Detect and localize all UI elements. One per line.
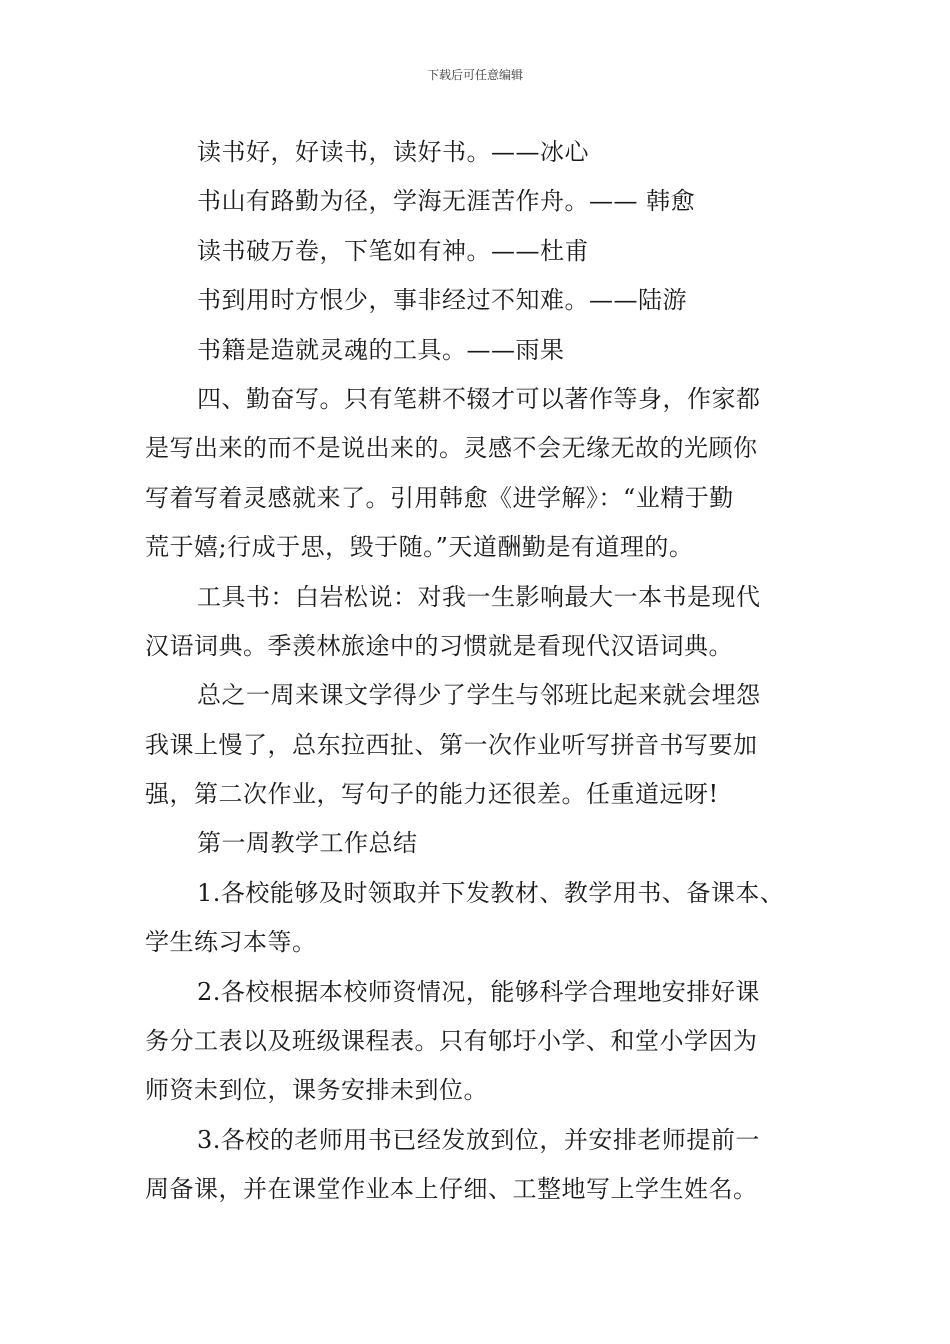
text-line: 汉语词典。季羡林旅途中的习惯就是看现代汉语词典。 (145, 631, 733, 660)
text-line: 强，第二次作业，写句子的能力还很差。任重道远呀! (145, 780, 719, 809)
text-line: 读书好，好读书，读好书。——冰心 (197, 138, 589, 166)
text-line: 书到用时方恨少，事非经过不知难。——陆游 (197, 286, 687, 315)
text-line: 读书破万卷，下笔如有神。——杜甫 (197, 236, 589, 265)
text-line: 写着写着灵感就来了。引用韩愈《进学解》：“业精于勤 (145, 483, 734, 512)
text-line: 四、勤奋写。只有笔耕不辍才可以著作等身，作家都 (197, 384, 761, 413)
text-line: 荒于嬉;行成于思，毁于随。”天道酬勤是有道理的。 (145, 533, 694, 562)
text-line: 师资未到位，课务安排未到位。 (145, 1076, 488, 1105)
page-header: 下载后可任意编辑 (426, 68, 523, 82)
text-line: 3.各校的老师用书已经发放到位，并安排老师提前一 (197, 1125, 760, 1154)
text-line: 总之一周来课文学得少了学生与邻班比起来就会埋怨 (197, 681, 761, 710)
text-line: 工具书：白岩松说：对我一生影响最大一本书是现代 (197, 582, 761, 611)
text-line: 书籍是造就灵魂的工具。——雨果 (197, 335, 565, 364)
text-line: 我课上慢了，总东拉西扯、第一次作业听写拼音书写要加 (145, 730, 758, 759)
text-line: 书山有路勤为径，学海无涯苦作舟。—— 韩愈 (197, 187, 696, 216)
text-line: 务分工表以及班级课程表。只有郇圩小学、和堂小学因为 (145, 1027, 758, 1056)
text-line: 1.各校能够及时领取并下发教材、教学用书、备课本、 (197, 878, 785, 907)
text-line: 第一周教学工作总结 (197, 829, 418, 858)
text-line: 是写出来的而不是说出来的。灵感不会无缘无故的光顾你 (145, 434, 758, 463)
text-line: 周备课，并在课堂作业本上仔细、工整地写上学生姓名。 (145, 1175, 758, 1204)
text-line: 学生练习本等。 (145, 928, 317, 957)
document-body (145, 128, 835, 1215)
text-line: 2.各校根据本校师资情况，能够科学合理地安排好课 (197, 977, 760, 1006)
